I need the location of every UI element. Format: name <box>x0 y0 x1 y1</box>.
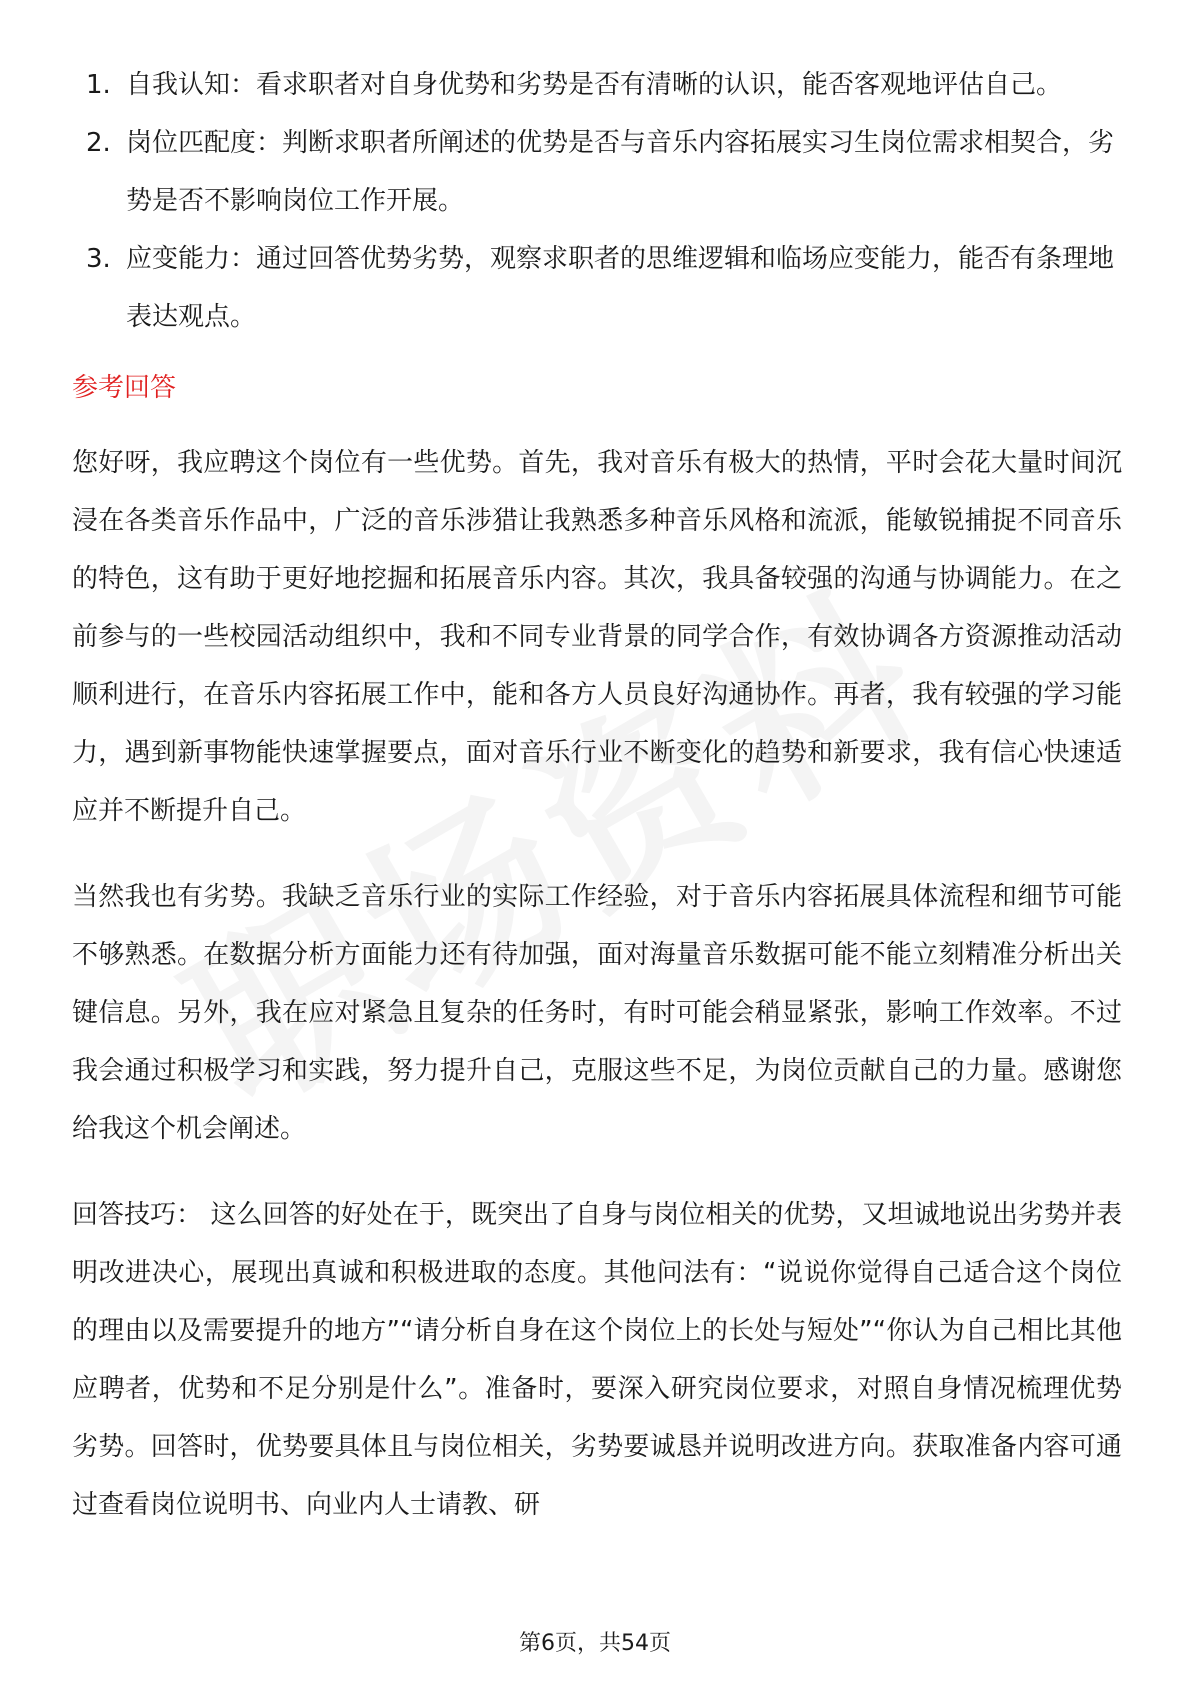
answer-paragraph-weaknesses: 当然我也有劣势。我缺乏音乐行业的实际工作经验，对于音乐内容拓展具体流程和细节可能不够熟悉。在数据分析方面能力还有待加强，面对海量音乐数据可能不能立刻精准分析出关键信息。另外，我在应对紧急且复杂的任务时，有时可能会稍显紧张，影响工作效率。不过我会通过积极学习和实践，努力提升自己，克服这些不足，为岗位贡献自己的力量。感谢您给我这个机会阐述。 <box>72 882 1122 1144</box>
page-footer: 第6页，共54页 <box>519 1631 671 1656</box>
answer-paragraph-strengths: 您好呀，我应聘这个岗位有一些优势。首先，我对音乐有极大的热情，平时会花大量时间沉浸在各类音乐作品中，广泛的音乐涉猎让我熟悉多种音乐风格和流派，能敏锐捕捉不同音乐的特色，这有助于更好地挖掘和拓展音乐内容。其次，我具备较强的沟通与协调能力。在之前参与的一些校园活动组织中，我和不同专业背景的同学合作，有效协调各方资源推动活动顺利进行，在音乐内容拓展工作中，能和各方人员良好沟通协作。再者，我有较强的学习能力，遇到新事物能快速掌握要点，面对音乐行业不断变化的趋势和新要求，我有信心快速适应并不断提升自己。 <box>72 448 1122 826</box>
list-item-number: 3. <box>86 244 111 274</box>
list-item-number: 2. <box>86 128 111 158</box>
list-item-number: 1. <box>86 70 111 100</box>
list-item <box>72 230 1122 346</box>
list-item-text: 岗位匹配度：判断求职者所阐述的优势是否与音乐内容拓展实习生岗位需求相契合，劣势是否不影响岗位工作开展。 <box>126 128 1115 216</box>
page-content <box>72 56 1122 1562</box>
criteria-list <box>72 56 1122 346</box>
answer-tips-paragraph: 回答技巧： 这么回答的好处在于，既突出了自身与岗位相关的优势，又坦诚地说出劣势并表明改进决心，展现出真诚和积极进取的态度。其他问法有：“说说你觉得自己适合这个岗位的理由以及需要提升的地方”“请分析自身在这个岗位上的长处与短处”“你认为自己相比其他应聘者，优势和不足分别是什么”。准备时，要深入研究岗位要求，对照自身情况梳理优势劣势。回答时，优势要具体且与岗位相关，劣势要诚恳并说明改进方向。获取准备内容可通过查看岗位说明书、向业内人士请教、研 <box>72 1200 1122 1520</box>
list-item-text: 应变能力：通过回答优势劣势，观察求职者的思维逻辑和临场应变能力，能否有条理地表达观点。 <box>126 244 1115 332</box>
list-item-text: 自我认知：看求职者对自身优势和劣势是否有清晰的认识，能否客观地评估自己。 <box>126 70 1063 100</box>
list-item <box>72 114 1122 230</box>
section-heading: 参考回答 <box>72 373 177 403</box>
list-item <box>72 56 1122 114</box>
